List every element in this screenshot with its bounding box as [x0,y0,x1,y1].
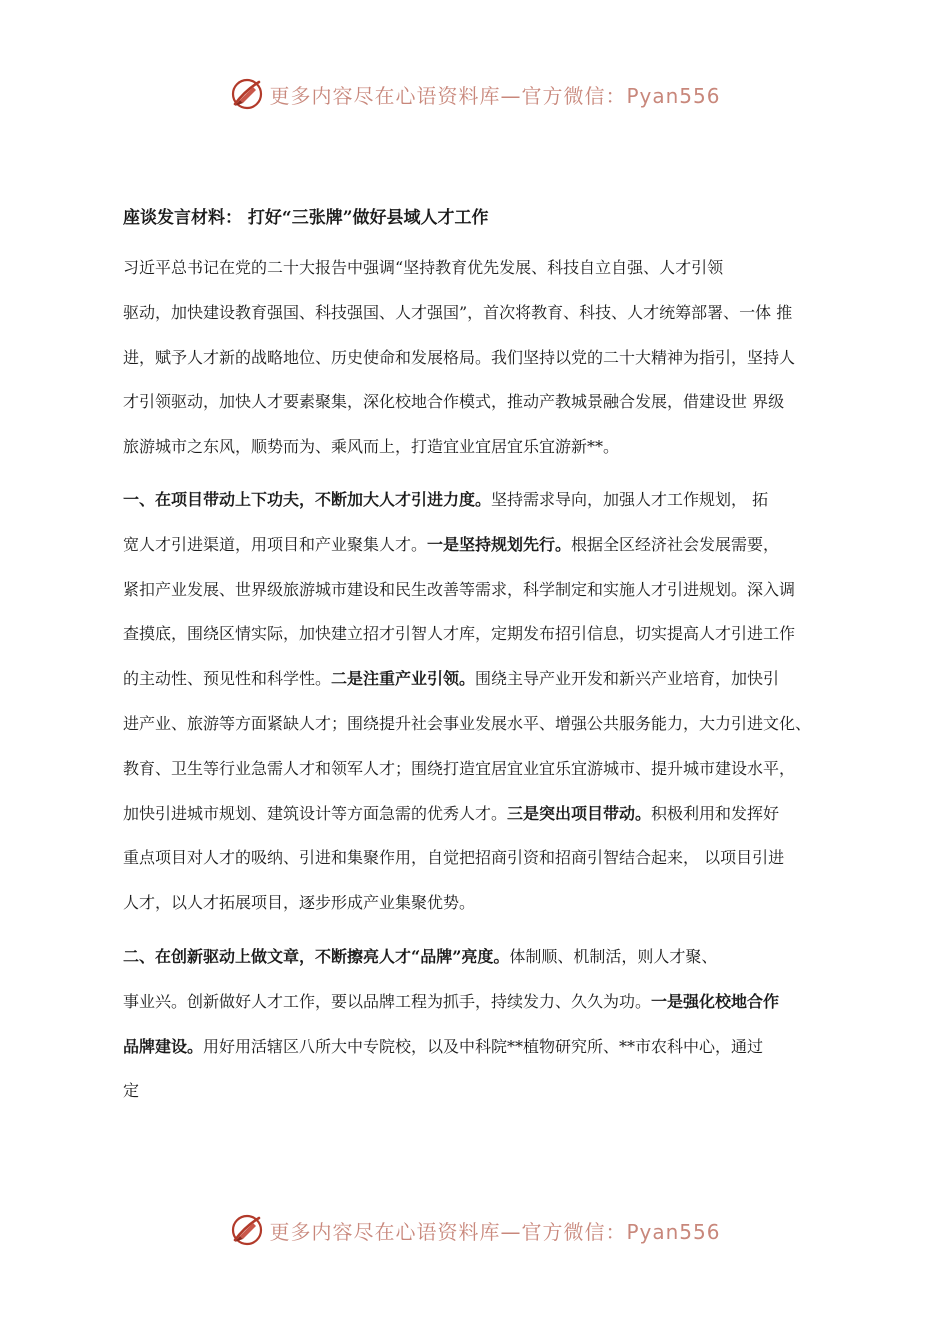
text-line [123,657,823,702]
text-run: 用好用活辖区八所大中专院校，以及中科院**植物研究所、**市农科中心，通过 [203,1036,764,1056]
text-line [123,336,823,381]
text-run: 定 [123,1081,140,1101]
text-line [123,980,823,1025]
document-title: 座谈发言材料： 打好“三张牌”做好县域人才工作 [123,208,489,228]
text-run: 才引领驱动，加快人才要素聚集，深化校地合作模式，推动产教城景融合发展，借建设世 界级 [123,392,785,412]
text-line [123,380,823,425]
text-line [123,291,823,336]
text-line [123,935,823,980]
text-line [123,523,823,568]
text-run: 加快引进城市规划、建筑设计等方面急需的优秀人才。 [123,803,508,823]
text-run: 事业兴。创新做好人才工作，要以品牌工程为抓手，持续发力、久久为功。 [123,991,652,1011]
paragraph-intro [123,246,823,470]
text-line [123,246,823,291]
text-run: 进产业、旅游等方面紧缺人才；围绕提升社会事业发展水平、增强公共服务能力，大力引进文化、 [123,713,812,733]
text-run: 紧扣产业发展、世界级旅游城市建设和民生改善等需求，科学制定和实施人才引进规划。深入调 [123,579,796,599]
watermark-footer [0,1208,950,1252]
text-line [123,1025,823,1070]
text-run: 围绕主导产业开发和新兴产业培育，加快引 [475,669,780,689]
text-run: 宽人才引进渠道，用项目和产业聚集人才。 [123,534,428,554]
text-run: 的主动性、预见性和科学性。 [123,669,332,689]
bold-text-run: 三是突出项目带动。 [507,803,652,823]
watermark-header [0,72,950,116]
text-run: 旅游城市之东风，顺势而为、乘风而上，打造宜业宜居宜乐宜游新**。 [123,437,620,457]
text-line [123,478,823,523]
bold-text-run: 一、在项目带动上下功夫，不断加大人才引进力度。 [123,490,492,509]
text-run: 查摸底，围绕区情实际，加快建立招才引智人才库，定期发布招引信息，切实提高人才引进工作 [123,624,796,644]
text-run: 积极利用和发挥好 [651,803,780,823]
bold-text-run: 一是坚持规划先行。 [427,534,572,554]
pen-logo-icon [229,1212,265,1248]
text-run: 重点项目对人才的吸纳、引进和集聚作用，自觉把招商引资和招商引智结合起来， 以项目引进 [123,848,785,868]
text-line [123,612,823,657]
text-line [123,836,823,881]
bold-text-run: 品牌建设。 [123,1036,204,1056]
text-line [123,702,823,747]
text-run: 根据全区经济社会发展需要， [571,534,780,554]
text-line [123,425,823,470]
pen-logo-icon [229,76,265,112]
text-line [123,1069,823,1114]
paragraph-section-one [123,478,823,926]
bold-text-run: 一是强化校地合作 [651,991,780,1011]
text-run: 体制顺、机制活，则人才聚、 [509,947,718,966]
paragraph-section-two [123,935,823,1114]
text-run: 坚持需求导向，加强人才工作规划， 拓 [491,490,769,509]
text-line [123,792,823,837]
text-line [123,568,823,613]
watermark-text: 更多内容尽在心语资料库—官方微信：Pyan556 [269,1219,721,1244]
text-line [123,881,823,926]
watermark-text: 更多内容尽在心语资料库—官方微信：Pyan556 [269,83,721,108]
text-run: 教育、卫生等行业急需人才和领军人才；围绕打造宜居宜业宜乐宜游城市、提升城市建设水平， [123,758,796,778]
text-run: 驱动，加快建设教育强国、科技强国、人才强国”，首次将教育、科技、人才统筹部署、一体 推 [123,302,793,322]
text-line [123,747,823,792]
text-run: 进，赋予人才新的战略地位、历史使命和发展格局。我们坚持以党的二十大精神为指引，坚持人 [123,347,796,367]
bold-text-run: 二是注重产业引领。 [331,669,476,689]
text-run: 人才，以人才拓展项目，逐步形成产业集聚优势。 [123,893,476,913]
text-run: 习近平总书记在党的二十大报告中强调“坚持教育优先发展、科技自立自强、人才引领 [123,258,724,277]
bold-text-run: 二、在创新驱动上做文章，不断擦亮人才“品牌”亮度。 [123,947,510,966]
